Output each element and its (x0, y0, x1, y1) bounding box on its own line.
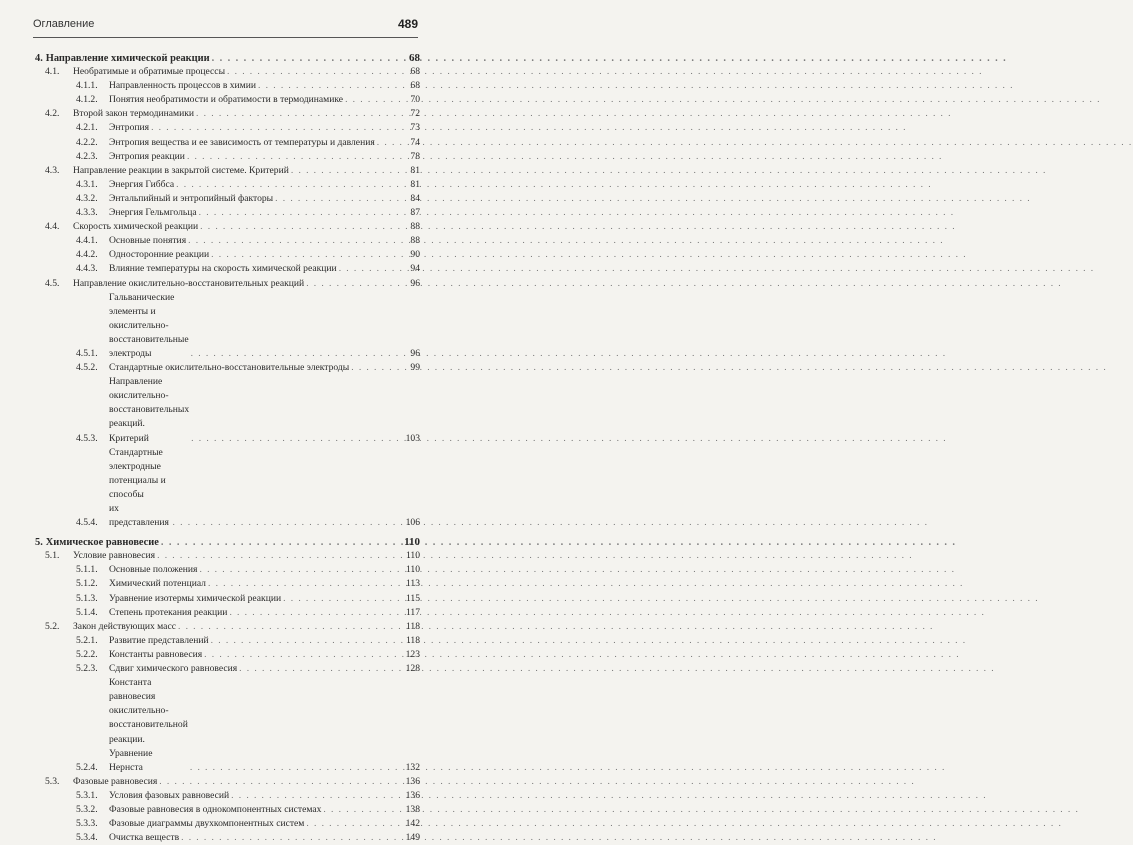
header-title: Оглавление (33, 18, 95, 30)
dot-leader (188, 234, 400, 248)
toc-title: Гальванические элементы и окислительно-восстановительные электроды (109, 291, 189, 359)
toc-page-number: 90 (410, 249, 420, 261)
toc-number: 5.3.4. (76, 832, 98, 844)
toc-page-number: 110 (405, 564, 420, 576)
toc-subsection[interactable] (35, 262, 420, 276)
toc-title: Энергия Гельмгольца (109, 207, 197, 219)
dot-leader (351, 361, 400, 375)
dot-leader (199, 206, 400, 220)
toc-number: 5.2.3. (76, 663, 98, 675)
toc-page-number: 73 (410, 122, 420, 134)
toc-number: 4.5.1. (76, 347, 98, 359)
toc-title: Влияние температуры на скорость химической реакции (109, 263, 337, 275)
dot-leader (339, 262, 400, 276)
toc-number: 4.3.2. (76, 192, 98, 204)
toc-number: 4.5.2. (76, 362, 98, 374)
dot-leader (275, 192, 400, 206)
toc-number: 5. (35, 537, 43, 549)
toc-number: 5.1. (45, 550, 60, 562)
toc-section[interactable] (35, 775, 420, 789)
toc-page-number: 142 (405, 818, 420, 830)
toc-subsection[interactable] (35, 79, 420, 93)
toc-subsection[interactable] (35, 577, 420, 591)
toc-number: 4.5.3. (76, 432, 98, 444)
dot-leader (345, 93, 400, 107)
dot-leader (176, 178, 400, 192)
toc-subsection[interactable] (35, 150, 420, 164)
toc-number: 5.1.3. (76, 592, 98, 604)
toc-page-number: 70 (410, 94, 420, 106)
dot-leader (196, 107, 400, 121)
dot-leader (200, 220, 400, 234)
toc-page-number: 96 (410, 347, 420, 359)
toc-title: Направление реакции в закрытой системе. Критерий (73, 164, 289, 176)
toc-number: 4.1.2. (76, 94, 98, 106)
dot-leader (212, 52, 400, 66)
toc-title: Второй закон термодинамики (73, 108, 195, 120)
toc-subsection[interactable] (35, 136, 420, 150)
toc-page-number: 96 (410, 277, 420, 289)
dot-leader (239, 662, 400, 676)
toc-title: Константы равновесия (109, 648, 203, 660)
toc-number: 4. (35, 53, 43, 64)
toc-page-number: 110 (405, 550, 420, 562)
toc-title: Уравнение изотермы химической реакции (109, 592, 282, 604)
toc-title: Стандартные электродные потенциалы и способы их представления (109, 446, 169, 529)
toc-subsection[interactable] (35, 803, 420, 817)
dot-leader (187, 150, 400, 164)
toc-number: 5.2.2. (76, 648, 98, 660)
toc-number: 4.2.1. (76, 122, 98, 134)
toc-title: Энергия Гиббса (109, 178, 175, 190)
toc-subsection[interactable] (35, 192, 420, 206)
toc-page-number: 78 (410, 150, 420, 162)
toc-page-number: 99 (410, 362, 420, 374)
toc-subsection[interactable] (35, 789, 420, 803)
dot-leader (199, 563, 400, 577)
dot-leader (377, 136, 400, 150)
toc-subsection[interactable] (35, 563, 420, 577)
toc-page-number: 149 (405, 832, 420, 844)
toc-subsection[interactable] (35, 121, 420, 135)
toc-title: Энтропия реакции (109, 150, 185, 162)
toc-title: Энтальпийный и энтропийный факторы (109, 192, 274, 204)
toc-title: Направление химической реакции (45, 53, 210, 64)
toc-subsection[interactable] (35, 291, 420, 361)
dot-leader (159, 775, 400, 789)
toc-title: Сдвиг химического равновесия (109, 663, 238, 675)
toc-subsection[interactable] (35, 248, 420, 262)
toc-section[interactable] (35, 549, 420, 563)
dot-leader (258, 79, 400, 93)
toc-number: 5.1.2. (76, 578, 98, 590)
toc-page-number: 88 (410, 221, 420, 233)
toc-number: 5.2.1. (76, 634, 98, 646)
dot-leader (190, 761, 400, 775)
toc-title: Химическое равновесие (45, 537, 159, 549)
toc-number: 4.4. (45, 221, 60, 233)
toc-page-number: 132 (405, 761, 420, 773)
toc-subsection[interactable] (35, 446, 420, 531)
dot-leader (191, 432, 400, 446)
toc-section[interactable] (35, 164, 420, 178)
toc-number: 5.2.4. (76, 761, 98, 773)
toc-subsection[interactable] (35, 206, 420, 220)
toc-page-number: 84 (410, 192, 420, 204)
toc-title: Условия фазовых равновесий (109, 789, 230, 801)
toc-title: Понятия необратимости и обратимости в термодинамике (109, 94, 344, 106)
toc-page-number: 110 (404, 536, 420, 549)
dot-leader (157, 549, 400, 563)
toc-number: 4.5. (45, 277, 60, 289)
toc-subsection[interactable] (35, 648, 420, 662)
toc-number: 5.3.1. (76, 789, 98, 801)
dot-leader (191, 347, 400, 361)
toc-number: 5.3.3. (76, 818, 98, 830)
toc-section[interactable] (35, 620, 420, 634)
toc-title: Направление окислительно-восстановительных реакций (73, 277, 305, 289)
toc-title: Энтропия (109, 122, 150, 134)
toc-page-number: 74 (410, 136, 420, 148)
toc-number: 4.4.1. (76, 235, 98, 247)
toc-title: Константа равновесия окислительно-восстановительной реакции. Уравнение Нернста (109, 677, 188, 773)
dot-leader (211, 634, 400, 648)
dot-leader (151, 121, 400, 135)
toc-subsection[interactable] (35, 361, 420, 375)
toc-page-number: 115 (405, 592, 420, 604)
toc-title: Фазовые равновесия (73, 775, 158, 787)
document-page (0, 0, 450, 844)
toc-title: Условие равновесия (73, 550, 156, 562)
toc-subsection[interactable] (35, 634, 420, 648)
toc-number: 4.2.3. (76, 150, 98, 162)
toc-page-number: 87 (410, 207, 420, 219)
toc-title: Степень протекания реакции (109, 606, 228, 618)
toc-page-number: 68 (410, 80, 420, 92)
toc-title: Необратимые и обратимые процессы (73, 66, 226, 78)
toc-subsection[interactable] (35, 662, 420, 676)
toc-number: 4.4.3. (76, 263, 98, 275)
toc-subsection[interactable] (35, 676, 420, 775)
toc-title: Фазовые равновесия в однокомпонентных системах (109, 803, 322, 815)
dot-leader (204, 648, 400, 662)
toc-number: 5.3.2. (76, 803, 98, 815)
toc-page-number: 136 (405, 775, 420, 787)
toc-title: Основные понятия (109, 235, 187, 247)
toc-title: Основные положения (109, 564, 198, 576)
dot-leader (178, 620, 400, 634)
toc-title: Энтропия вещества и ее зависимость от температуры и давления (109, 136, 375, 148)
toc-page-number: 117 (405, 606, 420, 618)
toc-page-number: 118 (405, 620, 420, 632)
dot-leader (283, 592, 400, 606)
dot-leader (173, 516, 400, 530)
toc-subsection[interactable] (35, 234, 420, 248)
toc-section[interactable] (35, 65, 420, 79)
toc-page-number: 68 (409, 52, 420, 64)
toc-title: Развитие представлений (109, 634, 209, 646)
header-page-number: 489 (397, 17, 418, 31)
toc-subsection[interactable] (35, 831, 420, 845)
dot-leader (161, 536, 400, 550)
toc-page-number: 138 (405, 803, 420, 815)
toc-number: 4.1. (45, 66, 60, 78)
toc-title: Очистка веществ (109, 832, 180, 844)
toc-number: 4.1.1. (76, 80, 98, 92)
running-header (33, 17, 418, 38)
toc-number: 4.2. (45, 108, 60, 120)
toc-subsection[interactable] (35, 606, 420, 620)
dot-leader (181, 831, 400, 845)
toc-subsection[interactable] (35, 592, 420, 606)
dot-leader (306, 277, 400, 291)
toc-number: 4.3.1. (76, 178, 98, 190)
toc-title: Фазовые диаграммы двухкомпонентных систем (109, 818, 305, 830)
dot-leader (323, 803, 400, 817)
toc-title: Направление окислительно-восстановительных реакций. Критерий (109, 376, 190, 444)
toc-title: Направленность процессов в химии (109, 80, 257, 92)
toc-number: 5.1.4. (76, 606, 98, 618)
toc-section[interactable] (35, 107, 420, 121)
toc-subsection[interactable] (35, 375, 420, 445)
toc-page-number: 136 (405, 789, 420, 801)
toc-subsection[interactable] (35, 817, 420, 831)
dot-leader (291, 164, 400, 178)
toc-chapter[interactable] (35, 535, 420, 549)
toc-number: 5.3. (45, 775, 60, 787)
toc-number: 4.4.2. (76, 249, 98, 261)
dot-leader (229, 606, 400, 620)
toc-number: 4.2.2. (76, 136, 98, 148)
toc-number: 5.1.1. (76, 564, 98, 576)
dot-leader (231, 789, 400, 803)
toc-page-number: 81 (410, 178, 420, 190)
toc-page-number: 68 (410, 66, 420, 78)
toc-number: 4.3. (45, 164, 60, 176)
toc-page-number: 72 (410, 108, 420, 120)
toc-page-number: 81 (410, 164, 420, 176)
toc-page-number: 118 (405, 634, 420, 646)
dot-leader (227, 65, 400, 79)
toc-subsection[interactable] (35, 178, 420, 192)
toc-section[interactable] (35, 220, 420, 234)
toc-title: Закон действующих масс (73, 620, 176, 632)
dot-leader (211, 248, 400, 262)
toc-title: Химический потенциал (109, 578, 206, 590)
toc-title: Односторонние реакции (109, 249, 210, 261)
toc-number: 4.3.3. (76, 207, 98, 219)
toc-page-number: 88 (410, 235, 420, 247)
table-of-contents (35, 51, 420, 845)
toc-number: 4.5.4. (76, 517, 98, 529)
toc-chapter[interactable] (35, 51, 420, 65)
toc-page-number: 103 (405, 432, 420, 444)
toc-page-number: 94 (410, 263, 420, 275)
toc-page-number: 123 (405, 648, 420, 660)
toc-title: Стандартные окислительно-восстановительные электроды (109, 362, 350, 374)
dot-leader (306, 817, 400, 831)
toc-title: Скорость химической реакции (73, 221, 199, 233)
toc-page-number: 106 (405, 517, 420, 529)
toc-section[interactable] (35, 277, 420, 291)
toc-number: 5.2. (45, 620, 60, 632)
dot-leader (208, 577, 400, 591)
toc-page-number: 128 (405, 663, 420, 675)
toc-subsection[interactable] (35, 93, 420, 107)
toc-page-number: 113 (405, 578, 420, 590)
